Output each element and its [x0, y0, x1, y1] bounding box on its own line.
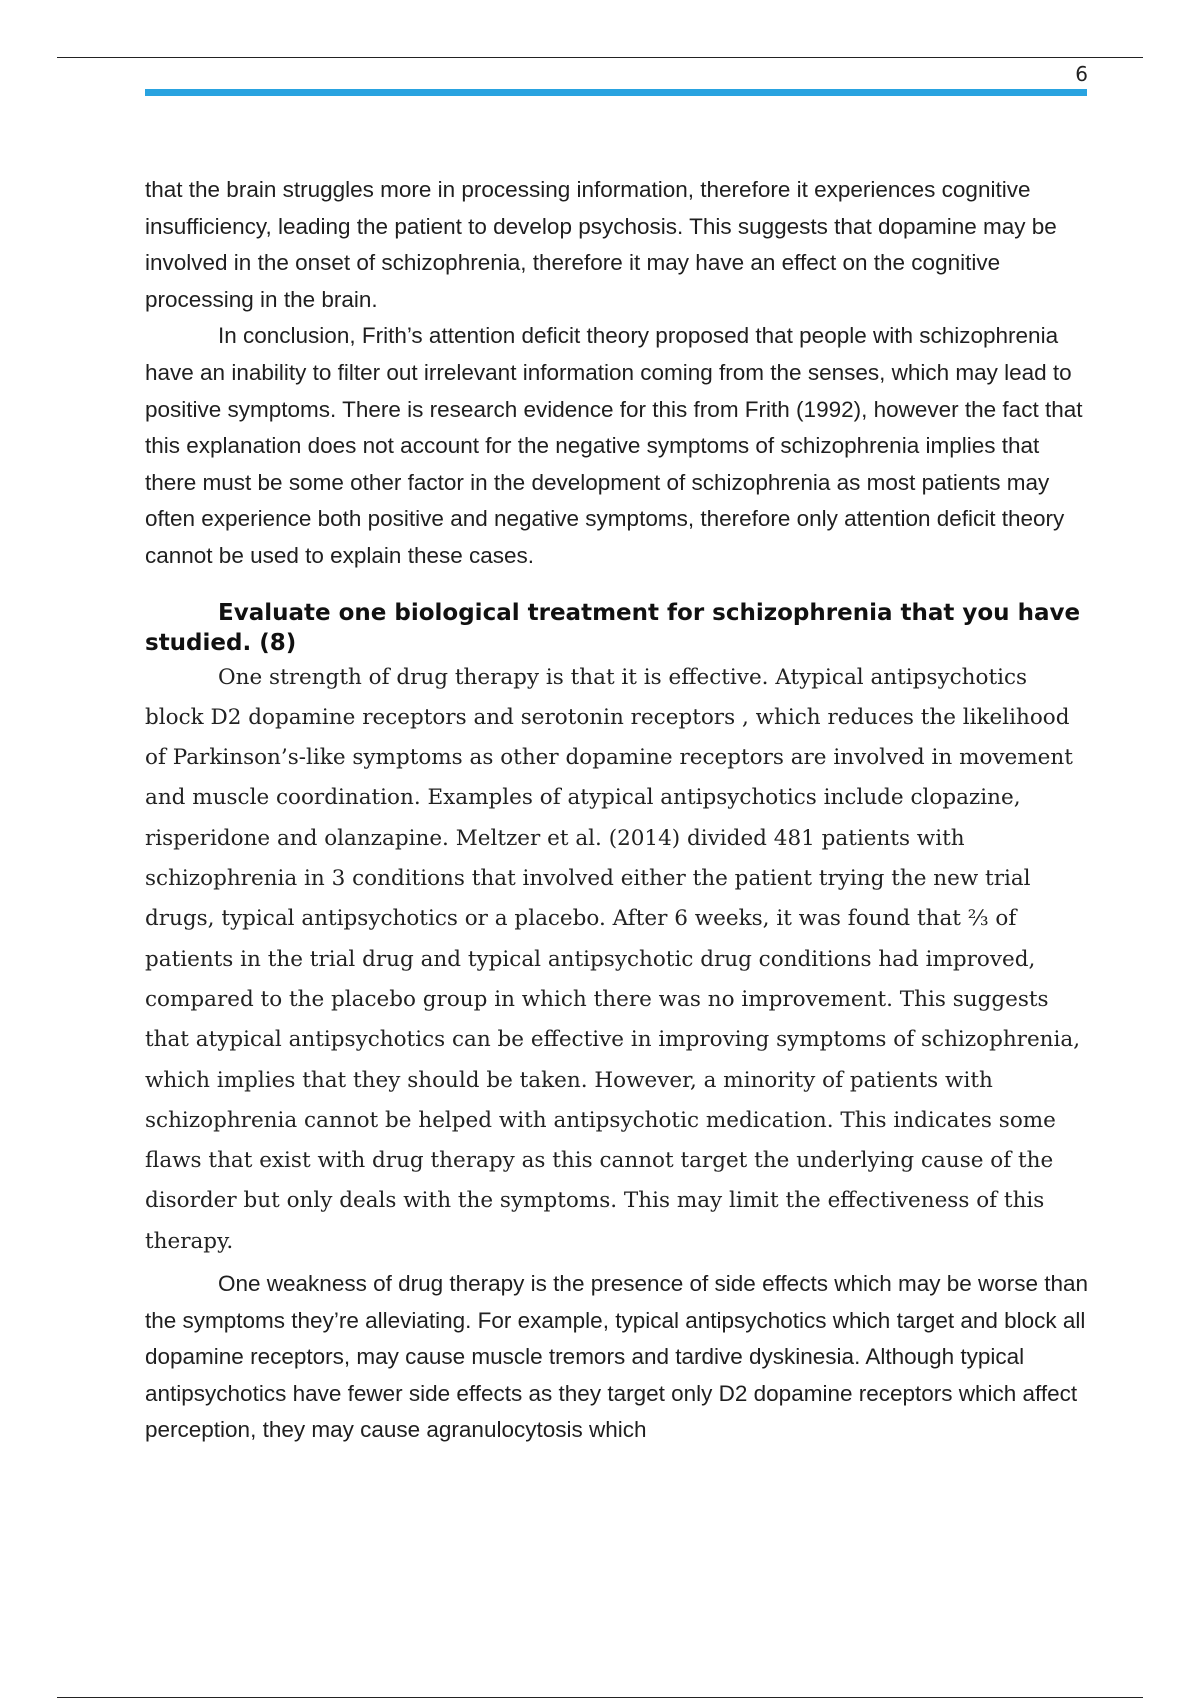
- paragraph-continuation: that the brain struggles more in processing information, therefore it experiences cognitive insufficiency, leading the patient to develop psychosis. This suggests that dopamine may be involved in the onset of schizophrenia, therefore it may have an effect on the cognitive processing in the brain.: [145, 177, 1057, 312]
- essay-section-1: [145, 172, 1090, 575]
- header-accent-bar: [145, 89, 1087, 96]
- essay-section-3: [145, 1266, 1090, 1449]
- page-number: 6: [1075, 62, 1088, 86]
- page-content: [145, 172, 1090, 1449]
- bottom-rule: [57, 1697, 1143, 1698]
- question-heading: Evaluate one biological treatment for schizophrenia that you have studied. (8): [145, 599, 1081, 656]
- paragraph-weakness: One weakness of drug therapy is the presence of side effects which may be worse than the symptoms they’re alleviating. For example, typical antipsychotics which target and block all dopamine receptors, may cause muscle tremors and tardive dyskinesia. Although typical antipsychotics have fewer side effects as they target only D2 dopamine receptors which affect perception, they may cause agranulocytosis which: [145, 1270, 1089, 1443]
- top-rule: [57, 57, 1143, 58]
- paragraph-strength: One strength of drug therapy is that it is effective. Atypical antipsychotics block D2 dopamine receptors and serotonin receptors , which reduces the likelihood of Parkinson’s-like symptoms as other dopamine receptors are involved in movement and muscle coordination. Examples of atypical antipsychotics include clopazine, risperidone and olanzapine. Meltzer et al. (2014) divided 481 patients with schizophrenia in 3 conditions that involved either the patient trying the new trial drugs, typical antipsychotics or a placebo. After 6 weeks, it was found that ⅔ of patients in the trial drug and typical antipsychotic drug conditions had improved, compared to the placebo group in which there was no improvement. This suggests that atypical antipsychotics can be effective in improving symptoms of schizophrenia, which implies that they should be taken. However, a minority of patients with schizophrenia cannot be helped with antipsychotic medication. This indicates some flaws that exist with drug therapy as this cannot target the underlying cause of the disorder but only deals with the symptoms. This may limit the effectiveness of this therapy.: [145, 664, 1081, 1254]
- paragraph-conclusion: In conclusion, Frith’s attention deficit theory proposed that people with schizophrenia have an inability to filter out irrelevant information coming from the senses, which may lead to positive symptoms. There is research evidence for this from Frith (1992), however the fact that this explanation does not account for the negative symptoms of schizophrenia implies that there must be some other factor in the development of schizophrenia as most patients may often experience both positive and negative symptoms, therefore only attention deficit theory cannot be used to explain these cases.: [145, 323, 1083, 568]
- essay-section-2: [145, 658, 1090, 1262]
